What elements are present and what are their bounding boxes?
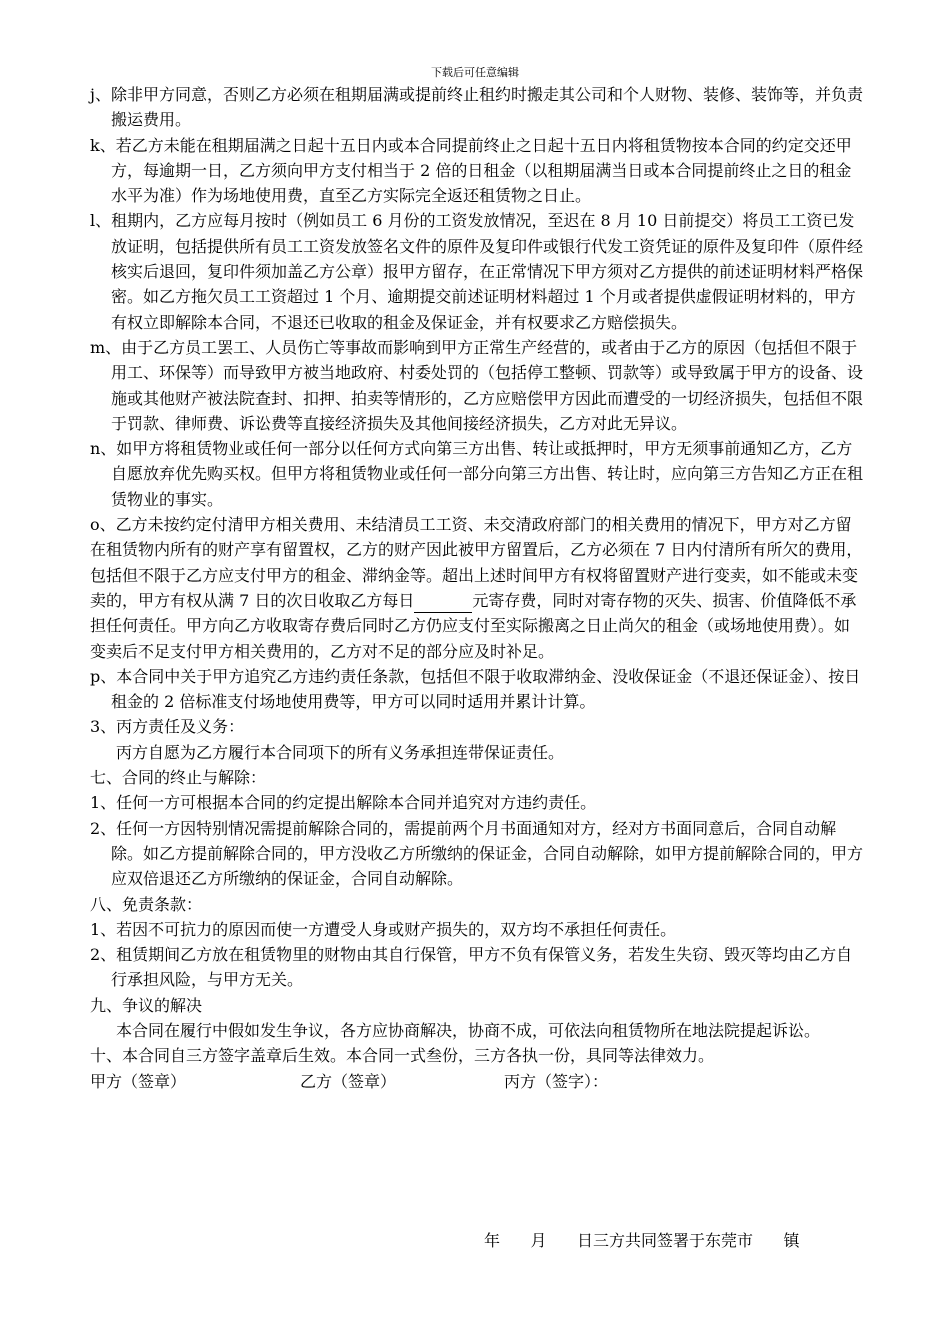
party-c-signature: 丙方（签字）： [504,1071,609,1091]
section10: 十、本合同自三方签字盖章后生效。本合同一式叁份，三方各执一份，具同等法律效力。 [90,1046,715,1066]
section3-body: 丙方自愿为乙方履行本合同项下的所有义务承担连带保证责任。 [116,742,565,762]
clause-l: l、租期内，乙方应每月按时（例如员工 6 月份的工资发放情况，至迟在 8 月 10 日前提交）将员工工资已发放证明，包括提供所有员工工资发放签名文件的原件及复印件或银行代发工资凭证的原件及复印件（原件经核实后退回，复印件须加盖乙方公章）报甲方留存，在正常情况下甲方须对乙方提供的前述证明材料严格保密。如乙方拖欠员工工资超过 1 个月、逾期提交前述证明材料超过 1 个月或者提供虚假证明材料的，甲方有权立即解除本合同，不退还已收取的租金及保证金，并有权要求乙方赔偿损失。 [90,211,864,332]
signature-row [90,1069,865,1095]
section8-item1: 1、若因不可抗力的原因而使一方遭受人身或财产损失的，双方均不承担任何责任。 [90,919,677,939]
party-a-signature: 甲方（签章） [90,1071,187,1091]
contract-body [90,82,865,1095]
section9-body: 本合同在履行中假如发生争议，各方应协商解决，协商不成，可依法向租赁物所在地法院提起诉讼。 [116,1020,821,1040]
signing-date-line: 年 月 日三方共同签署于东莞市 镇 [484,1231,800,1250]
section7-item2: 2、任何一方因特别情况需提前解除合同的，需提前两个月书面通知对方，经对方书面同意后，合同自动解除。如乙方提前解除合同的，甲方没收乙方所缴纳的保证金，合同自动解除，如甲方提前解除合同的，甲方应双倍退还乙方所缴纳的保证金，合同自动解除。 [90,818,864,889]
section7-item1: 1、任何一方可根据本合同的约定提出解除本合同并追究对方违约责任。 [90,793,597,813]
section8-title: 八、免责条款： [90,894,203,914]
section3-title: 3、丙方责任及义务： [90,717,245,737]
section9-title: 九、争议的解决 [90,995,203,1015]
section8-item2: 2、租赁期间乙方放在租赁物里的财物由其自行保管，甲方不负有保管义务，若发生失窃、毁灭等均由乙方自行承担风险，与甲方无关。 [90,945,853,990]
section7-title: 七、合同的终止与解除： [90,768,267,788]
party-b-signature: 乙方（签章） [300,1071,397,1091]
clause-o-part2: 元寄存费，同时对寄存物的灭失、损害、价值降低不承担任何责任。甲方向乙方收取寄存费后同时乙方仍应支付至实际搬离之日止尚欠的租金（或场地使用费）。如变卖后不足支付甲方相关费用的，乙方对不足的部分应及时补足。 [90,590,857,661]
storage-fee-blank [414,594,472,613]
clause-p: p、本合同中关于甲方追究乙方违约责任条款，包括但不限于收取滞纳金、没收保证金（不退还保证金）、按日租金的 2 倍标准支付场地使用费等，甲方可以同时适用并累计计算。 [90,666,861,712]
header-note: 下载后可任意编辑 [431,66,519,79]
clause-n: n、如甲方将租赁物业或任何一部分以任何方式向第三方出售、转让或抵押时，甲方无须事前通知乙方，乙方自愿放弃优先购买权。但甲方将租赁物业或任何一部分向第三方出售、转让时，应向第三方告知乙方正在租赁物业的事实。 [90,439,864,509]
clause-k: k、若乙方未能在租期届满之日起十五日内或本合同提前终止之日起十五日内将租赁物按本合同的约定交还甲方，每逾期一日，乙方须向甲方支付相当于 2 倍的日租金（以租期届满当日或本合同提前终止之日的租金水平为准）作为场地使用费，直至乙方实际完全返还租赁物之日止。 [90,135,852,206]
clause-m: m、由于乙方员工罢工、人员伤亡等事故而影响到甲方正常生产经营的，或者由于乙方的原因（包括但不限于用工、环保等）而导致甲方被当地政府、村委处罚的（包括停工整顿、罚款等）或导致属于甲方的设备、设施或其他财产被法院查封、扣押、拍卖等情形的，乙方应赔偿甲方因此而遭受的一切经济损失，包括但不限于罚款、律师费、诉讼费等直接经济损失及其他间接经济损失，乙方对此无异议。 [90,337,864,433]
clause-o-part1: o、乙方未按约定付清甲方相关费用、未结清员工工资、未交清政府部门的相关费用的情况下，甲方对乙方留在租赁物内所有的财产享有留置权，乙方的财产因此被甲方留置后，乙方必须在 7 日内付清所有所欠的费用，包括但不限于乙方应支付甲方的租金、滞纳金等。超出上述时间甲方有权将留置财产进行变卖，如不能或未变卖的，甲方有权从满 7 日的次日收取乙方每日 [90,515,863,610]
clause-j: j、除非甲方同意，否则乙方必须在租期届满或提前终止租约时搬走其公司和个人财物、装修、装饰等，并负责搬运费用。 [90,85,863,130]
clause-o [90,512,865,664]
